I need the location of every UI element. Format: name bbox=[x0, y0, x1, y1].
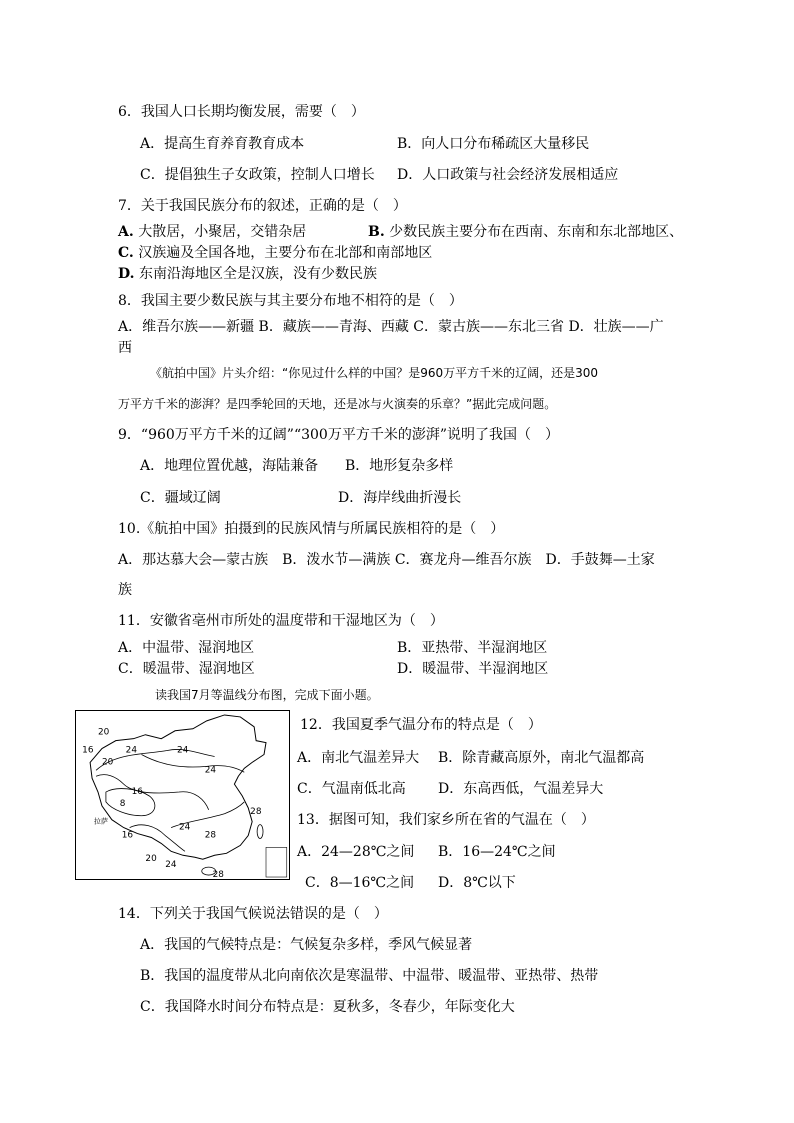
intro-passage-line1: 《航拍中国》片头介绍：“你见过什么样的中国？是960万平方千米的辽阔，还是300 bbox=[150, 366, 599, 380]
q7-option-c-text: 汉族遍及全国各地，主要分布在北部和南部地区 bbox=[133, 245, 433, 261]
q9-stem: 9．“960万平方千米的辽阔”“300万平方千米的澎湃”说明了我国（ ） bbox=[118, 427, 559, 443]
q7-option-a-text: 大散居，小聚居，交错杂居 bbox=[133, 224, 307, 240]
q9-option-c: C．疆域辽阔 bbox=[140, 490, 221, 506]
q13-stem: 13．据图可知，我们家乡所在省的气温在（ ） bbox=[297, 812, 595, 828]
isotherm-line-16-west bbox=[96, 775, 209, 810]
map-label-8: 16 bbox=[131, 787, 143, 798]
q12-stem: 12．我国夏季气温分布的特点是（ ） bbox=[300, 717, 542, 733]
map-label-15: 24 bbox=[165, 860, 177, 871]
q9-option-b: B．地形复杂多样 bbox=[345, 458, 454, 474]
q7-option-b bbox=[368, 222, 683, 242]
q7-option-d-key: D. bbox=[118, 266, 135, 282]
q9-option-d: D．海岸线曲折漫长 bbox=[338, 490, 462, 506]
q7-option-d bbox=[118, 264, 377, 284]
q7-option-a bbox=[118, 222, 306, 242]
q13-option-a: A．24—28℃之间 bbox=[297, 844, 415, 860]
map-label-13: 28 bbox=[204, 830, 217, 841]
map-intro: 读我国7月等温线分布图，完成下面小题。 bbox=[155, 688, 379, 702]
map-label-5: 24 bbox=[177, 745, 189, 756]
q7-option-a-key: A. bbox=[118, 224, 134, 240]
map-label-12: 16 bbox=[121, 830, 134, 841]
q6-option-b: B．向人口分布稀疏区大量移民 bbox=[397, 136, 590, 152]
q7-option-b-key: B. bbox=[368, 224, 385, 240]
map-label-1: 20 bbox=[98, 727, 110, 738]
china-outline bbox=[90, 715, 266, 859]
q6-option-d: D．人口政策与社会经济发展相适应 bbox=[397, 167, 619, 183]
q6-stem: 6．我国人口长期均衡发展，需要（ ） bbox=[118, 104, 365, 120]
q14-option-b: B．我国的温度带从北向南依次是寒温带、中温带、暖温带、亚热带、热带 bbox=[140, 968, 599, 984]
q7-stem: 7．关于我国民族分布的叙述，正确的是（ ） bbox=[118, 198, 407, 214]
q13-option-d: D．8℃以下 bbox=[438, 875, 516, 891]
south-china-sea-inset bbox=[266, 847, 287, 877]
q8-options-line1: A．维吾尔族——新疆 B．藏族——青海、西藏 C．蒙古族——东北三省 D．壮族——广 bbox=[118, 319, 664, 335]
q7-option-c bbox=[118, 243, 432, 263]
map-label-6: 24 bbox=[204, 765, 217, 776]
map-label-7: 8 bbox=[119, 798, 126, 809]
q10-options-line1: A．那达慕大会—蒙古族 B．泼水节—满族 C．赛龙舟—维吾尔族 D．手鼓舞—土家 bbox=[118, 552, 655, 568]
map-label-4: 20 bbox=[101, 757, 114, 768]
map-label-10: 28 bbox=[250, 806, 262, 817]
q12-option-a: A．南北气温差异大 bbox=[297, 750, 420, 766]
q8-stem: 8．我国主要少数民族与其主要分布地不相符的是（ ） bbox=[118, 293, 463, 309]
q10-options-line2: 族 bbox=[118, 582, 132, 598]
q11-option-c: C．暖温带、湿润地区 bbox=[118, 661, 255, 677]
map-label-3: 16 bbox=[82, 745, 94, 756]
taiwan-island bbox=[257, 825, 263, 839]
q8-options-line2: 西 bbox=[118, 340, 132, 356]
q12-option-d: D．东高西低，气温差异大 bbox=[438, 781, 604, 797]
map-label-16: 28 bbox=[212, 870, 224, 879]
q11-stem: 11．安徽省亳州市所处的温度带和干湿地区为（ ） bbox=[118, 613, 444, 629]
q7-option-d-text: 东南沿海地区全是汉族，没有少数民族 bbox=[134, 266, 377, 282]
q7-option-b-text: 少数民族主要分布在西南、东南和东北部地区、 bbox=[384, 224, 684, 240]
isotherm-line-20-southwest bbox=[130, 825, 185, 852]
q13-option-c: C．8—16℃之间 bbox=[305, 875, 415, 891]
q11-option-a: A．中温带、湿润地区 bbox=[118, 640, 255, 656]
map-label-11: 24 bbox=[179, 822, 191, 833]
q9-option-a: A．地理位置优越，海陆兼备 bbox=[140, 458, 319, 474]
isotherm-line-24-central bbox=[141, 754, 244, 772]
q6-option-c: C．提倡独生子女政策，控制人口增长 bbox=[140, 167, 375, 183]
isotherm-map-svg bbox=[76, 711, 289, 879]
q7-option-c-key: C. bbox=[118, 245, 134, 261]
q13-option-b: B．16—24℃之间 bbox=[438, 844, 556, 860]
map-label-2: 24 bbox=[125, 745, 137, 756]
q14-stem: 14．下列关于我国气候说法错误的是（ ） bbox=[118, 906, 388, 922]
q12-option-b: B．除青藏高原外，南北气温都高 bbox=[438, 750, 645, 766]
q14-option-a: A．我国的气候特点是：气候复杂多样，季风气候显著 bbox=[140, 937, 473, 953]
q11-option-d: D．暖温带、半湿润地区 bbox=[397, 661, 549, 677]
q14-option-c: C．我国降水时间分布特点是：夏秋多，冬春少，年际变化大 bbox=[140, 999, 515, 1015]
intro-passage-line2: 万平方千米的澎湃？是四季轮回的天地，还是冰与火演奏的乐章？”据此完成问题。 bbox=[118, 397, 557, 411]
q10-stem: 10.《航拍中国》拍摄到的民族风情与所属民族相符的是（ ） bbox=[118, 521, 505, 537]
q11-option-b: B．亚热带、半湿润地区 bbox=[397, 640, 548, 656]
q6-option-a: A．提高生育养育教育成本 bbox=[140, 136, 305, 152]
map-label-9: 拉萨 bbox=[94, 817, 108, 826]
china-july-isotherm-map bbox=[75, 710, 290, 880]
map-label-14: 20 bbox=[145, 854, 157, 865]
q12-option-c: C．气温南低北高 bbox=[297, 781, 406, 797]
